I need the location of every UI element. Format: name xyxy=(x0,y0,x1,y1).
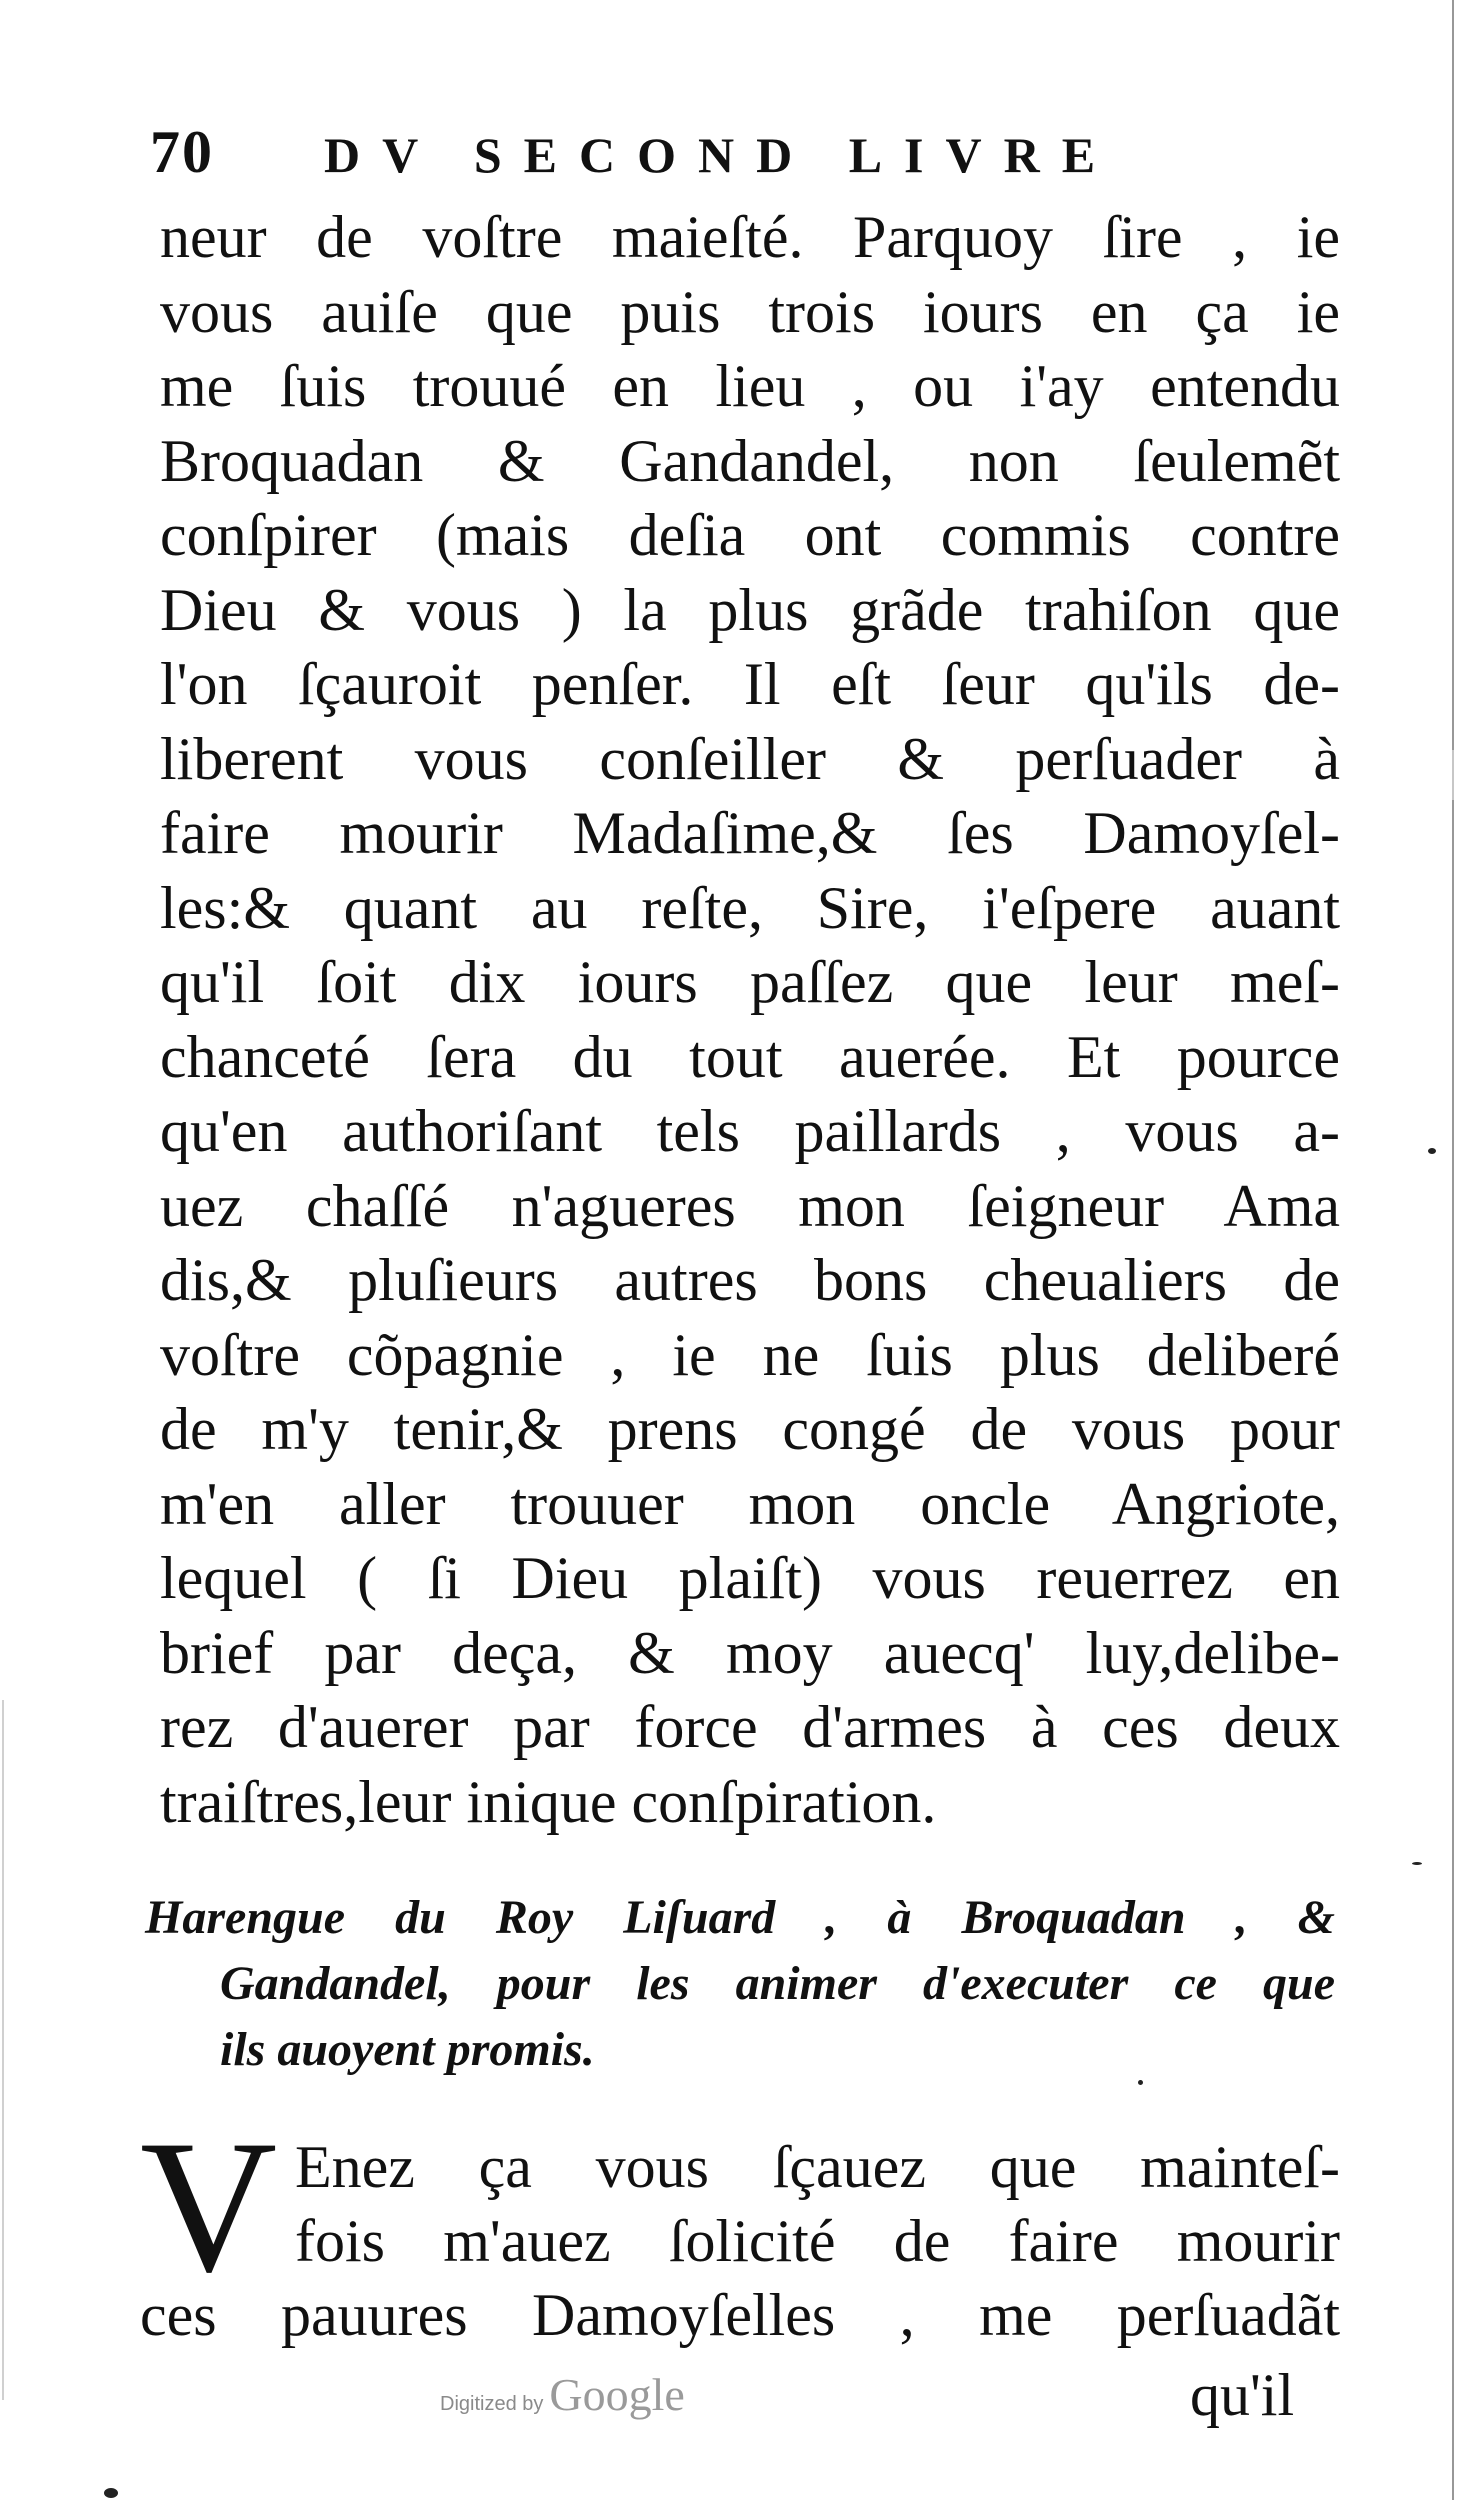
text-line: les:& quant au reſte, Sire, i'eſpere auant xyxy=(160,874,1340,941)
scan-speck xyxy=(1428,1148,1436,1154)
text-line: uez chaſſé n'agueres mon ſeigneur Ama xyxy=(160,1172,1340,1239)
text-line: ces pauures Damoyſelles , me perſuadãt xyxy=(140,2282,1340,2348)
text-line: qu'il ſoit dix iours paſſez que leur meſ- xyxy=(160,949,1340,1015)
heading-line: ils auoyent promis. xyxy=(220,2023,595,2076)
scan-edge-left xyxy=(2,1700,4,2400)
text-line: faire mourir Madaſime,& ſes Damoyſel- xyxy=(160,800,1340,866)
scan-edge-right xyxy=(1452,0,1454,2500)
text-line: qu'en authoriſant tels paillards , vous a- xyxy=(160,1098,1340,1164)
scan-speck xyxy=(1412,1862,1422,1865)
text-line: rez d'auerer par force d'armes à ces deux xyxy=(160,1694,1340,1760)
text-line: chanceté ſera du tout auerée. Et pource xyxy=(160,1023,1340,1090)
running-title: DV SECOND LIVRE xyxy=(324,127,1118,183)
heading-line: Gandandel, pour les animer d'executer ce que xyxy=(220,1957,1335,2010)
text-line: Enez ça vous ſçauez que mainteſ- xyxy=(295,2134,1340,2200)
digitized-by-google-watermark xyxy=(440,2368,685,2421)
text-line: voſtre cõpagnie , ie ne ſuis plus deliberé xyxy=(160,1321,1340,1388)
text-line: fois m'auez ſolicité de faire mourir xyxy=(295,2208,1340,2274)
page-number: 70 xyxy=(150,119,214,185)
text-line: traiſtres,leur inique conſpiration. xyxy=(160,1768,937,1835)
text-line: brief par deça, & moy auecq' luy,delibe- xyxy=(160,1619,1340,1686)
text-line: Dieu & vous ) la plus grãde trahiſon que xyxy=(160,576,1340,643)
drop-cap: V xyxy=(140,2102,278,2312)
text-line: neur de voſtre maieſté. Parquoy ſire , ie xyxy=(160,204,1340,270)
chapter-opening xyxy=(140,2102,1340,2460)
google-logo: Google xyxy=(549,2369,685,2420)
text-line: de m'y tenir,& prens congé de vous pour xyxy=(160,1396,1340,1462)
text-line: m'en aller trouuer mon oncle Angriote, xyxy=(160,1470,1340,1537)
digitized-by-label: Digitized by xyxy=(440,2393,544,2415)
heading-line: Harengue du Roy Liſuard , à Broquadan , & xyxy=(145,1891,1335,1944)
text-line: Broquadan & Gandandel, non ſeulemẽt xyxy=(160,427,1340,494)
text-line: l'on ſçauroit penſer. Il eſt ſeur qu'ils de- xyxy=(160,651,1340,717)
text-line: conſpirer (mais deſia ont commis contre xyxy=(160,502,1340,568)
text-line: vous auiſe que puis trois iours en ça ie xyxy=(160,278,1340,345)
section-heading xyxy=(145,1885,1335,2083)
text-line: dis,& pluſieurs autres bons cheualiers de xyxy=(160,1247,1340,1313)
text-line: liberent vous conſeiller & perſuader à xyxy=(160,725,1340,792)
catchword: qu'il xyxy=(1190,2362,1295,2428)
text-line: me ſuis trouué en lieu , ou i'ay entendu xyxy=(160,353,1340,419)
scan-speck xyxy=(104,2488,118,2498)
running-head xyxy=(150,118,1340,198)
body-paragraph xyxy=(160,200,1340,1839)
text-line: lequel ( ſi Dieu plaiſt) vous reuerrez en xyxy=(160,1545,1340,1611)
